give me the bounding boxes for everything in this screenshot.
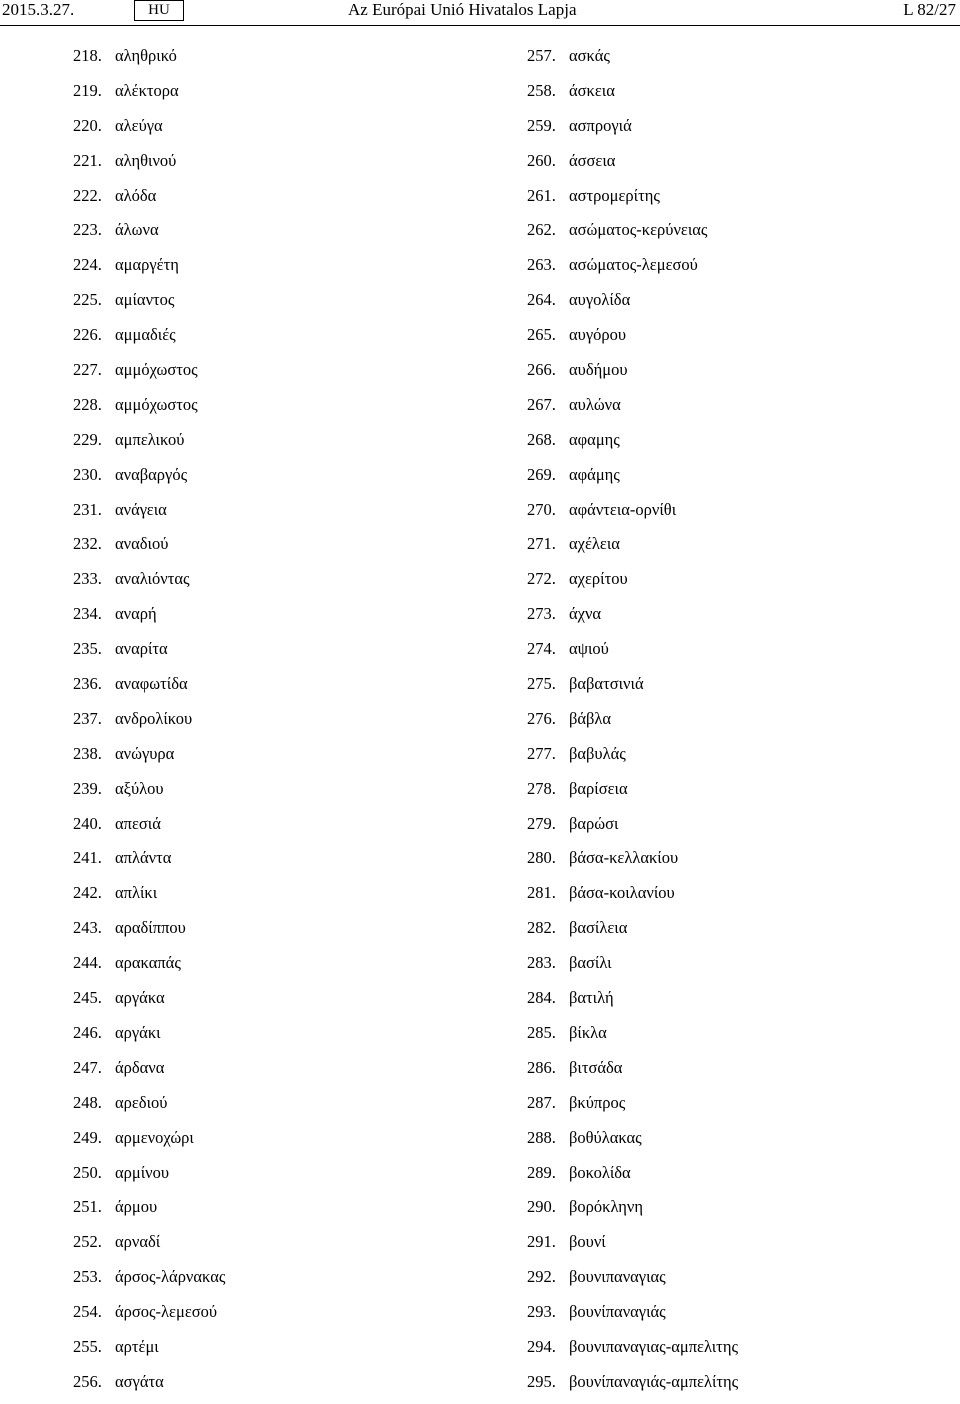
item-number: 291.	[527, 1232, 556, 1252]
item-number: 247.	[73, 1057, 102, 1077]
item-term: βαρώσι	[569, 813, 619, 833]
item-number: 266.	[527, 360, 556, 380]
item-term: αψιού	[569, 639, 609, 659]
list-item	[73, 915, 225, 950]
item-number: 258.	[527, 80, 556, 100]
list-item	[527, 357, 738, 392]
item-number: 264.	[527, 290, 556, 310]
item-number: 255.	[73, 1336, 102, 1356]
item-number: 243.	[73, 918, 102, 938]
item-term: βάσα-κοιλανίου	[569, 883, 675, 903]
item-term: απλάντα	[115, 848, 172, 868]
item-number: 220.	[73, 115, 102, 135]
list-item	[527, 1055, 738, 1090]
list-item	[527, 497, 738, 532]
item-term: αρμενοχώρι	[115, 1127, 194, 1147]
item-term: βουνιπαναγιας-αμπελιτης	[569, 1336, 738, 1356]
item-term: αναλιόντας	[115, 569, 190, 589]
item-number: 245.	[73, 988, 102, 1008]
list-item	[73, 950, 225, 985]
item-number: 281.	[527, 883, 556, 903]
item-number: 284.	[527, 988, 556, 1008]
item-term: αχερίτου	[569, 569, 628, 589]
item-term: αλόδα	[115, 185, 157, 205]
list-item	[527, 1194, 738, 1229]
list-item	[527, 1125, 738, 1160]
list-item	[527, 113, 738, 148]
item-term: αμπελικού	[115, 429, 185, 449]
list-item	[527, 1229, 738, 1264]
item-number: 270.	[527, 499, 556, 519]
item-term: ασγάτα	[115, 1371, 164, 1391]
item-term: αμμαδιές	[115, 325, 176, 345]
item-term: αλέκτορα	[115, 80, 179, 100]
item-number: 226.	[73, 325, 102, 345]
left-column-list	[73, 43, 225, 1404]
item-term: αρναδί	[115, 1232, 161, 1252]
list-item	[73, 113, 225, 148]
item-number: 232.	[73, 534, 102, 554]
list-item	[527, 148, 738, 183]
item-term: άρσος-λάρνακας	[115, 1267, 226, 1287]
item-number: 241.	[73, 848, 102, 868]
item-term: αργάκι	[115, 1022, 161, 1042]
list-item	[73, 741, 225, 776]
list-item	[73, 636, 225, 671]
item-term: βορόκληνη	[569, 1197, 644, 1217]
item-term: άχνα	[569, 604, 602, 624]
item-term: αργάκα	[115, 988, 165, 1008]
list-item	[73, 322, 225, 357]
item-number: 244.	[73, 953, 102, 973]
publication-date: 2015.3.27.	[2, 0, 75, 19]
item-number: 265.	[527, 325, 556, 345]
item-term: αυγολίδα	[569, 290, 631, 310]
list-item	[527, 183, 738, 218]
list-item	[527, 462, 738, 497]
list-item	[73, 287, 225, 322]
item-term: αστρομερίτης	[569, 185, 660, 205]
item-number: 289.	[527, 1162, 556, 1182]
item-number: 223.	[73, 220, 102, 240]
item-number: 292.	[527, 1267, 556, 1287]
item-number: 288.	[527, 1127, 556, 1147]
item-number: 251.	[73, 1197, 102, 1217]
list-item	[73, 1229, 225, 1264]
item-number: 277.	[527, 743, 556, 763]
list-item	[527, 566, 738, 601]
item-term: αληθινού	[115, 150, 177, 170]
item-term: αμίαντος	[115, 290, 175, 310]
item-number: 257.	[527, 46, 556, 65]
item-term: αναφωτίδα	[115, 674, 188, 694]
list-item	[73, 776, 225, 811]
item-term: άσσεια	[569, 150, 616, 170]
item-term: ανώγυρα	[115, 743, 175, 763]
list-item	[73, 1055, 225, 1090]
item-number: 252.	[73, 1232, 102, 1252]
item-number: 256.	[73, 1371, 102, 1391]
item-number: 290.	[527, 1197, 556, 1217]
list-item	[527, 636, 738, 671]
list-item	[73, 183, 225, 218]
item-number: 221.	[73, 150, 102, 170]
item-term: ανδρολίκου	[115, 708, 193, 728]
item-term: αφάμης	[569, 464, 620, 484]
item-term: αμμόχωστος	[115, 394, 198, 414]
item-term: αμμόχωστος	[115, 360, 198, 380]
item-term: βιτσάδα	[569, 1057, 623, 1077]
list-item	[527, 322, 738, 357]
item-number: 260.	[527, 150, 556, 170]
list-item	[527, 845, 738, 880]
item-number: 287.	[527, 1092, 556, 1112]
item-number: 267.	[527, 394, 556, 414]
list-item	[527, 287, 738, 322]
item-number: 254.	[73, 1302, 102, 1322]
item-number: 218.	[73, 46, 102, 65]
item-number: 283.	[527, 953, 556, 973]
item-number: 280.	[527, 848, 556, 868]
list-item	[73, 1299, 225, 1334]
item-term: ασκάς	[569, 46, 610, 65]
list-item	[527, 1299, 738, 1334]
item-number: 295.	[527, 1371, 556, 1391]
list-item	[527, 741, 738, 776]
item-term: βουνιπαναγιας	[569, 1267, 666, 1287]
list-item	[73, 427, 225, 462]
list-item	[73, 671, 225, 706]
item-term: βουνίπαναγιάς	[569, 1302, 666, 1322]
item-term: βκύπρος	[569, 1092, 626, 1112]
item-number: 259.	[527, 115, 556, 135]
list-item	[527, 915, 738, 950]
list-item	[73, 706, 225, 741]
item-term: βουνί	[569, 1232, 606, 1252]
list-item	[73, 566, 225, 601]
list-item	[73, 1369, 225, 1404]
list-item	[73, 880, 225, 915]
item-number: 262.	[527, 220, 556, 240]
item-term: άρμου	[115, 1197, 158, 1217]
item-term: βαβυλάς	[569, 743, 626, 763]
list-item	[527, 217, 738, 252]
item-number: 272.	[527, 569, 556, 589]
item-term: αφαμης	[569, 429, 620, 449]
list-item	[527, 601, 738, 636]
item-term: αρτέμι	[115, 1336, 159, 1356]
item-term: βάβλα	[569, 708, 612, 728]
list-item	[527, 43, 738, 78]
list-item	[527, 392, 738, 427]
list-item	[527, 427, 738, 462]
item-term: ασώματος-κερύνειας	[569, 220, 708, 240]
header-rule	[0, 25, 960, 26]
item-number: 235.	[73, 639, 102, 659]
list-item	[527, 1160, 738, 1195]
item-number: 242.	[73, 883, 102, 903]
item-number: 239.	[73, 778, 102, 798]
item-term: αυγόρου	[569, 325, 627, 345]
item-number: 271.	[527, 534, 556, 554]
item-number: 276.	[527, 708, 556, 728]
list-item	[73, 845, 225, 880]
item-number: 246.	[73, 1022, 102, 1042]
item-term: απεσιά	[115, 813, 161, 833]
item-number: 275.	[527, 674, 556, 694]
item-term: βάσα-κελλακίου	[569, 848, 679, 868]
list-item	[527, 1334, 738, 1369]
item-number: 240.	[73, 813, 102, 833]
item-number: 227.	[73, 360, 102, 380]
list-item	[73, 217, 225, 252]
page-number: L 82/27	[903, 0, 956, 19]
list-item	[527, 78, 738, 113]
item-term: αξύλου	[115, 778, 164, 798]
item-number: 236.	[73, 674, 102, 694]
list-item	[73, 1160, 225, 1195]
item-term: ασώματος-λεμεσού	[569, 255, 698, 275]
list-item	[527, 531, 738, 566]
list-item	[73, 1334, 225, 1369]
item-term: βαβατσινιά	[569, 674, 644, 694]
item-term: αυλώνα	[569, 394, 621, 414]
list-item	[73, 462, 225, 497]
item-term: βοθύλακας	[569, 1127, 642, 1147]
item-term: αμαργέτη	[115, 255, 179, 275]
list-item	[527, 811, 738, 846]
list-item	[73, 252, 225, 287]
item-term: ασπρογιά	[569, 115, 632, 135]
item-number: 219.	[73, 80, 102, 100]
item-term: βοκολίδα	[569, 1162, 631, 1182]
item-term: αληθρικό	[115, 46, 177, 65]
item-number: 268.	[527, 429, 556, 449]
item-term: αναρή	[115, 604, 157, 624]
item-number: 233.	[73, 569, 102, 589]
item-term: βασίλι	[569, 953, 612, 973]
item-term: αρακαπάς	[115, 953, 181, 973]
item-term: αχέλεια	[569, 534, 620, 554]
item-number: 237.	[73, 708, 102, 728]
list-item	[527, 671, 738, 706]
item-term: βασίλεια	[569, 918, 628, 938]
item-number: 234.	[73, 604, 102, 624]
list-item	[527, 1020, 738, 1055]
item-number: 274.	[527, 639, 556, 659]
list-item	[73, 601, 225, 636]
list-item	[73, 1125, 225, 1160]
item-term: αραδίππου	[115, 918, 186, 938]
item-term: άλωνα	[115, 220, 159, 240]
list-item	[73, 985, 225, 1020]
list-item	[73, 1264, 225, 1299]
item-term: βουνίπαναγιάς-αμπελίτης	[569, 1371, 739, 1391]
item-number: 250.	[73, 1162, 102, 1182]
right-column-list	[527, 43, 738, 1404]
list-item	[73, 148, 225, 183]
item-term: αλεύγα	[115, 115, 163, 135]
item-number: 293.	[527, 1302, 556, 1322]
list-item	[527, 1264, 738, 1299]
list-item	[73, 1090, 225, 1125]
item-number: 224.	[73, 255, 102, 275]
item-term: βαρίσεια	[569, 778, 628, 798]
item-term: απλίκι	[115, 883, 158, 903]
item-number: 278.	[527, 778, 556, 798]
item-number: 229.	[73, 429, 102, 449]
list-item	[527, 880, 738, 915]
item-number: 230.	[73, 464, 102, 484]
item-number: 286.	[527, 1057, 556, 1077]
item-number: 282.	[527, 918, 556, 938]
item-number: 273.	[527, 604, 556, 624]
item-number: 248.	[73, 1092, 102, 1112]
item-number: 253.	[73, 1267, 102, 1287]
list-item	[527, 1369, 738, 1404]
item-term: άρσος-λεμεσού	[115, 1302, 218, 1322]
list-item	[527, 252, 738, 287]
item-number: 238.	[73, 743, 102, 763]
item-number: 225.	[73, 290, 102, 310]
item-number: 261.	[527, 185, 556, 205]
list-item	[73, 357, 225, 392]
list-item	[73, 392, 225, 427]
list-item	[73, 497, 225, 532]
item-number: 269.	[527, 464, 556, 484]
list-item	[73, 811, 225, 846]
item-term: αρμίνου	[115, 1162, 170, 1182]
item-term: αναρίτα	[115, 639, 168, 659]
item-number: 228.	[73, 394, 102, 414]
item-number: 263.	[527, 255, 556, 275]
item-term: αρεδιού	[115, 1092, 168, 1112]
list-item	[527, 1090, 738, 1125]
journal-title: Az Európai Unió Hivatalos Lapja	[348, 0, 577, 19]
item-term: αναβαργός	[115, 464, 188, 484]
item-term: αφάντεια-ορνίθι	[569, 499, 677, 519]
item-term: αναδιού	[115, 534, 169, 554]
page-header	[0, 0, 960, 28]
item-number: 222.	[73, 185, 102, 205]
item-term: αυδήμου	[569, 360, 628, 380]
list-item	[527, 776, 738, 811]
item-term: βίκλα	[569, 1022, 607, 1042]
list-item	[527, 985, 738, 1020]
list-item	[73, 531, 225, 566]
list-item	[73, 78, 225, 113]
item-term: άσκεια	[569, 80, 615, 100]
list-item	[527, 706, 738, 741]
item-number: 279.	[527, 813, 556, 833]
item-number: 249.	[73, 1127, 102, 1147]
item-term: άρδανα	[115, 1057, 165, 1077]
item-number: 294.	[527, 1336, 556, 1356]
list-item	[73, 43, 225, 78]
list-item	[73, 1194, 225, 1229]
list-item	[73, 1020, 225, 1055]
item-term: ανάγεια	[115, 499, 167, 519]
list-item	[527, 950, 738, 985]
item-number: 231.	[73, 499, 102, 519]
item-term: βατιλή	[569, 988, 614, 1008]
language-code-box: HU	[134, 0, 184, 21]
item-number: 285.	[527, 1022, 556, 1042]
